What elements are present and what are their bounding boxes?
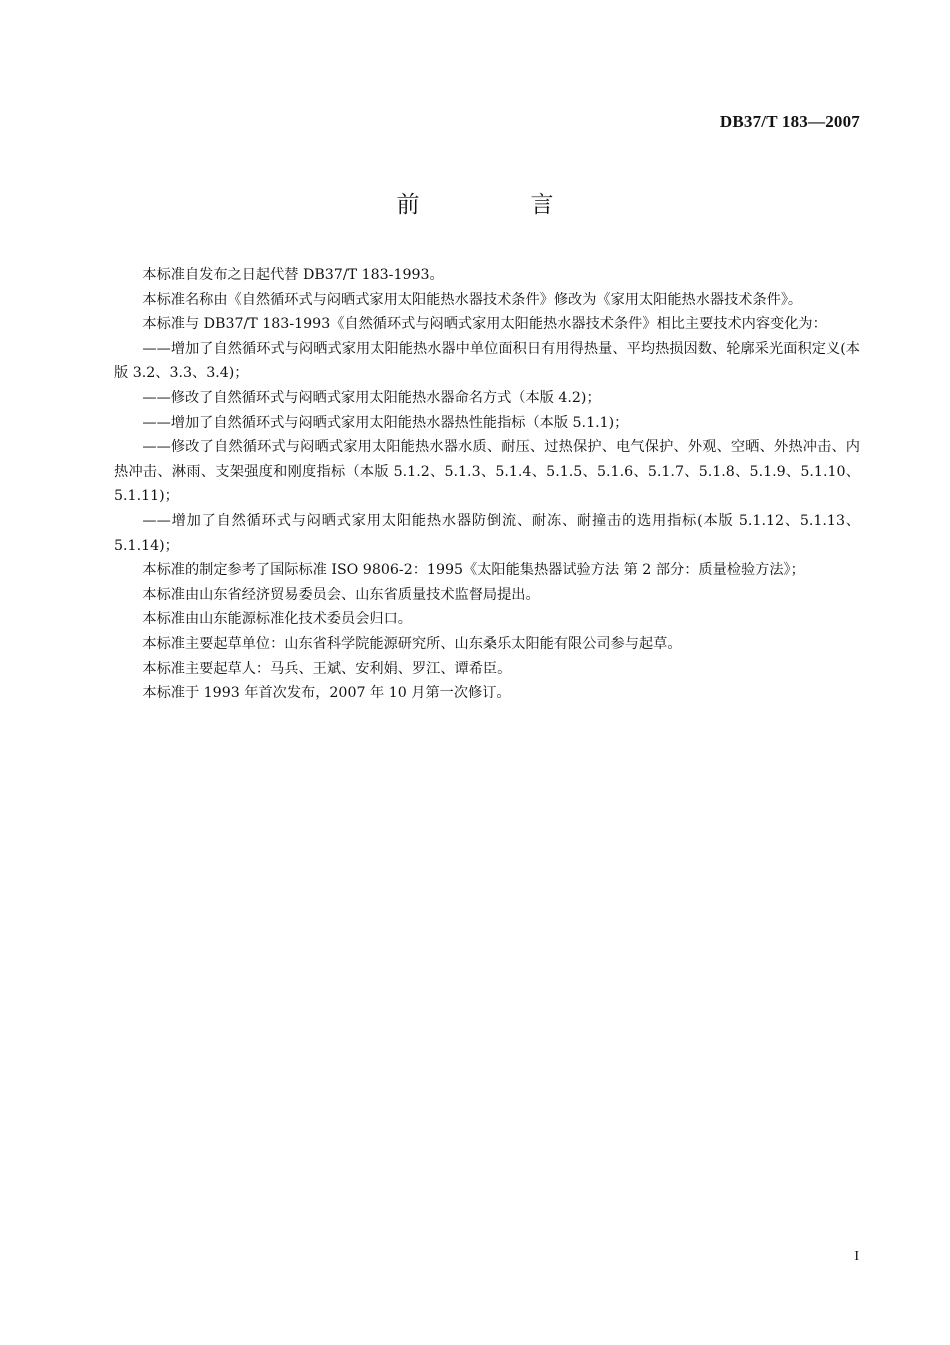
page-title: 前 言 xyxy=(396,192,598,218)
list-item: ——修改了自然循环式与闷晒式家用太阳能热水器水质、耐压、过热保护、电气保护、外观、空晒、外热冲击、内热冲击、淋雨、支架强度和刚度指标（本版 5.1.2、5.1.3、5.1.4、5.1.5、5.1.6、5.1.7、5.1.8、5.1.9、5.1.10、5.1.11)； xyxy=(114,439,860,505)
paragraph: 本标准于 1993 年首次发布，2007 年 10 月第一次修订。 xyxy=(142,685,511,702)
paragraph: 本标准由山东能源标准化技术委员会归口。 xyxy=(142,611,412,628)
paragraph: 本标准的制定参考了国际标准 ISO 9806-2：1995《太阳能集热器试验方法 第 2 部分：质量检验方法》； xyxy=(142,562,805,579)
paragraph: 本标准主要起草单位：山东省科学院能源研究所、山东桑乐太阳能有限公司参与起草。 xyxy=(142,635,682,652)
list-item: ——增加了自然循环式与闷晒式家用太阳能热水器防倒流、耐冻、耐撞击的选用指标(本版 5.1.12、5.1.13、5.1.14)； xyxy=(114,512,860,554)
page-number: I xyxy=(854,1249,859,1264)
paragraph: 本标准与 DB37/T 183-1993《自然循环式与闷晒式家用太阳能热水器技术条件》相比主要技术内容变化为： xyxy=(142,316,827,333)
paragraph: 本标准主要起草人：马兵、王斌、安利娟、罗江、谭希臣。 xyxy=(142,660,512,677)
list-item: ——修改了自然循环式与闷晒式家用太阳能热水器命名方式（本版 4.2)； xyxy=(142,389,601,406)
paragraph: 本标准自发布之日起代替 DB37/T 183-1993。 xyxy=(142,267,444,283)
list-item: ——增加了自然循环式与闷晒式家用太阳能热水器中单位面积日有用得热量、平均热损因数、轮廓采光面积定义(本版 3.2、3.3、3.4)； xyxy=(114,340,860,382)
paragraph: 本标准由山东省经济贸易委员会、山东省质量技术监督局提出。 xyxy=(142,586,540,603)
foreword-body xyxy=(114,263,860,706)
list-item: ——增加了自然循环式与闷晒式家用太阳能热水器热性能指标（本版 5.1.1)； xyxy=(142,414,629,431)
standard-code: DB37/T 183—2007 xyxy=(719,112,860,131)
paragraph: 本标准名称由《自然循环式与闷晒式家用太阳能热水器技术条件》修改为《家用太阳能热水器技术条件》。 xyxy=(142,291,803,308)
